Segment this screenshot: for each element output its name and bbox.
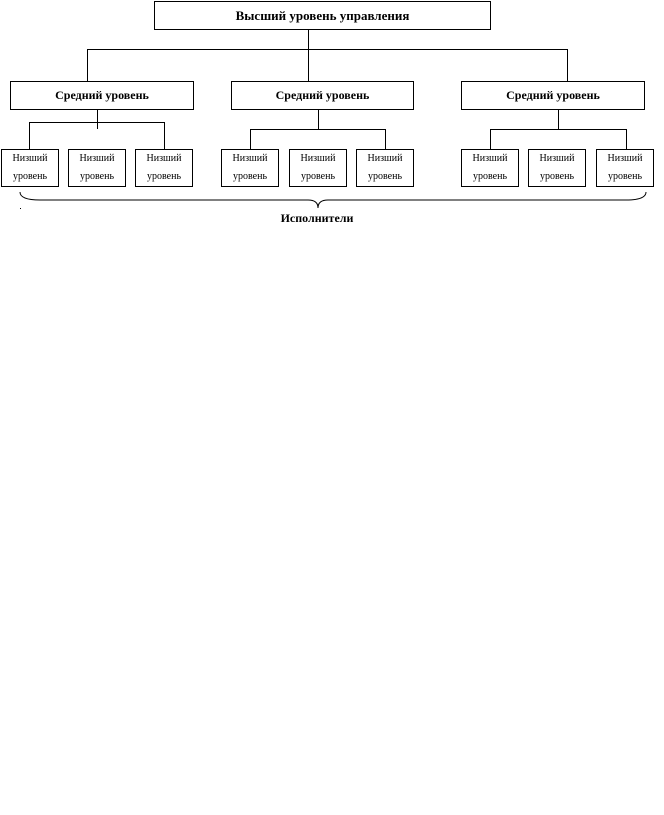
middle-level-label: Средний уровень — [506, 88, 600, 102]
lower-level-label: Низший уровень — [12, 153, 48, 182]
top-level-label: Высший уровень управления — [235, 7, 410, 23]
lower-level-box — [221, 149, 279, 187]
middle-level-box — [461, 81, 645, 110]
lower-level-label: Низший уровень — [472, 153, 508, 182]
lower-level-box — [596, 149, 654, 187]
lower-level-box — [135, 149, 193, 187]
lower-level-label: Низший уровень — [79, 153, 115, 182]
lower-level-box — [68, 149, 126, 187]
lower-level-box — [356, 149, 414, 187]
lower-level-label: Низший уровень — [607, 153, 643, 182]
lower-level-box — [1, 149, 59, 187]
middle-level-label: Средний уровень — [275, 88, 370, 102]
top-level-box — [154, 1, 491, 30]
lower-level-box — [528, 149, 586, 187]
middle-level-box — [10, 81, 194, 110]
lower-level-label: Низший уровень — [232, 153, 268, 182]
middle-level-box — [231, 81, 414, 110]
executors-caption: Исполнители — [280, 211, 354, 225]
lower-level-label: Низший уровень — [300, 153, 336, 182]
stray-dot — [20, 208, 21, 209]
lower-level-label: Низший уровень — [146, 153, 182, 182]
lower-level-label: Низший уровень — [539, 153, 575, 182]
lower-level-box — [289, 149, 347, 187]
middle-level-label: Средний уровень — [55, 88, 149, 102]
lower-level-box — [461, 149, 519, 187]
lower-level-label: Низший уровень — [367, 153, 403, 182]
